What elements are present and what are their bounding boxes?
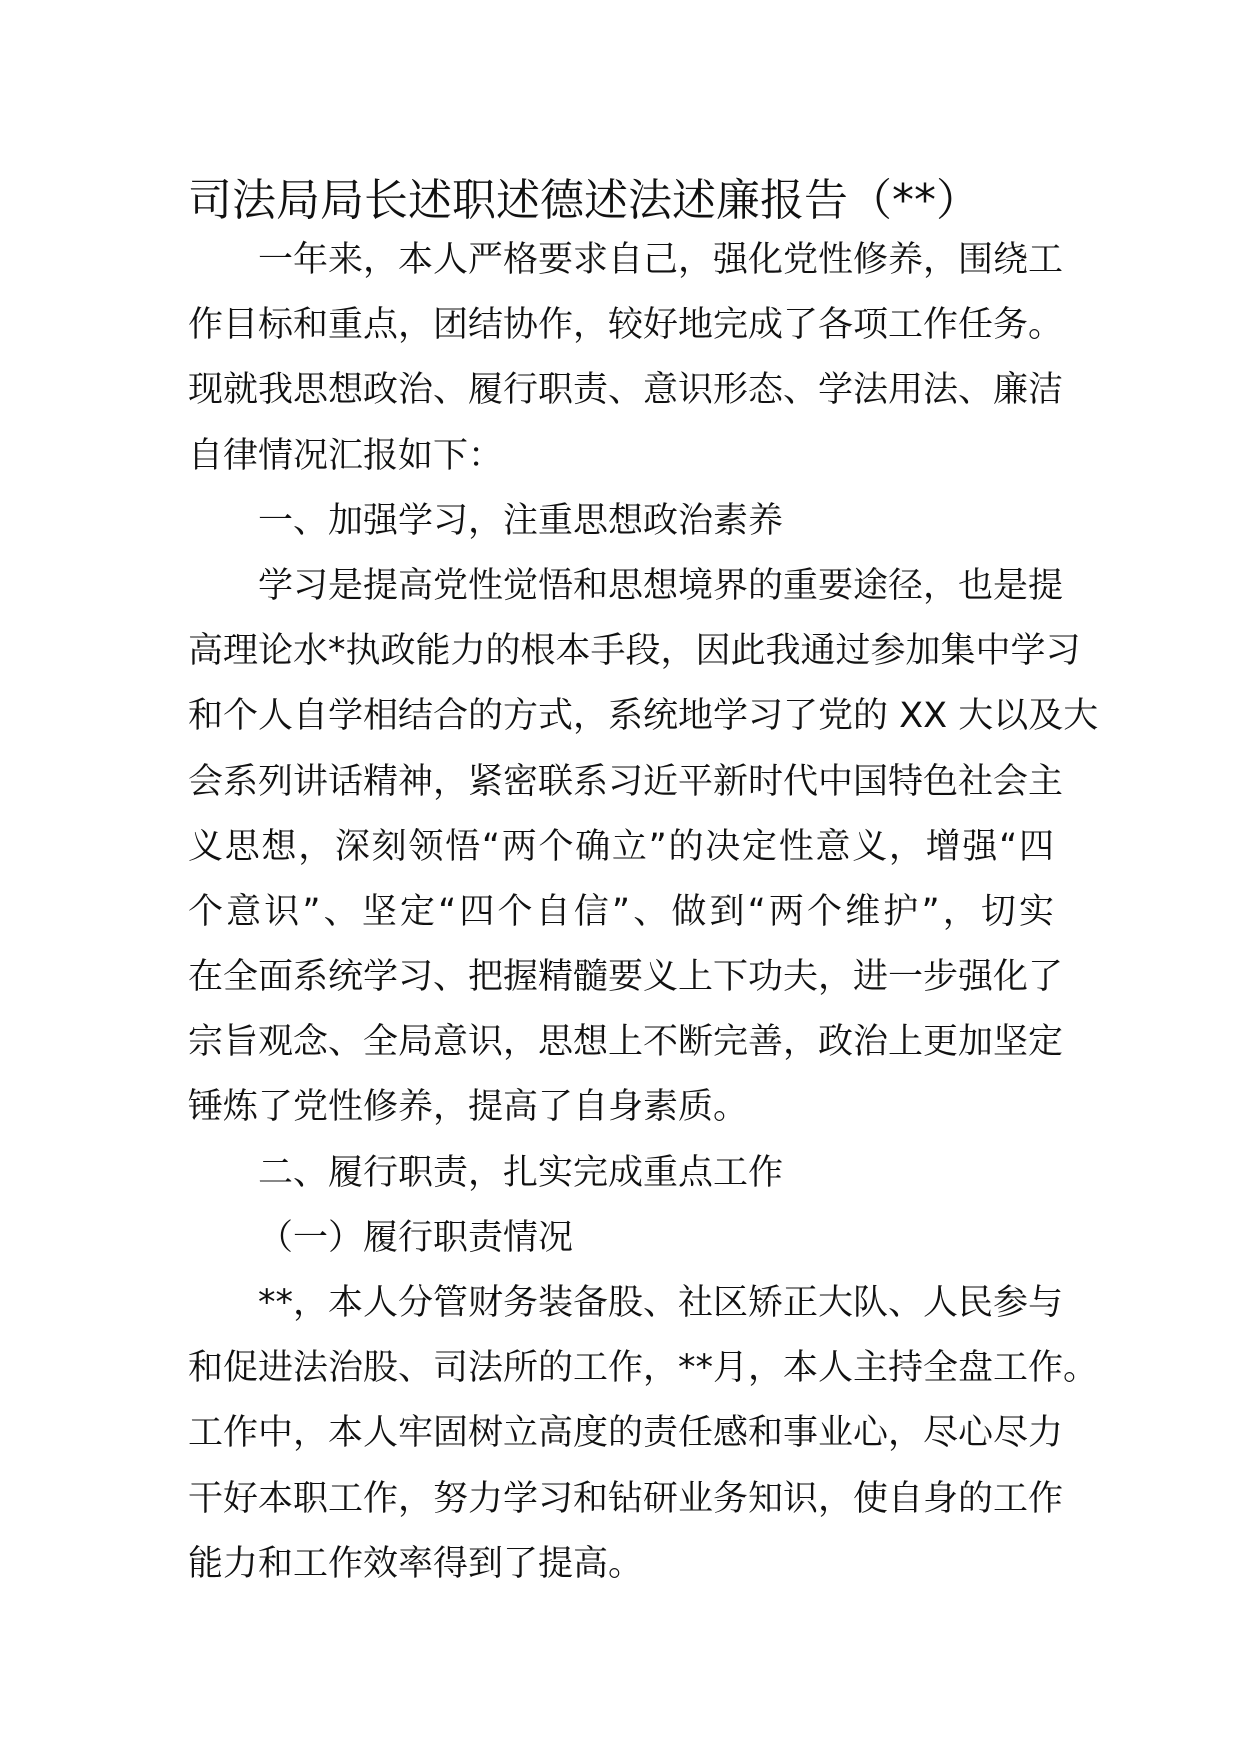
document-title: 司法局局长述职述德述法述廉报告（**） (188, 175, 980, 226)
section-heading (188, 1206, 1054, 1271)
text-line: **，本人分管财务装备股、社区矫正大队、人民参与 (258, 1283, 1064, 1323)
text-line: 宗旨观念、全局意识，思想上不断完善，政治上更加坚定 (188, 1022, 1064, 1063)
text-line: 自律情况汇报如下： (188, 435, 504, 476)
text-line: 能力和工作效率得到了提高。 (188, 1543, 644, 1584)
paragraph (188, 1271, 1099, 1597)
text-line: 工作中，本人牢固树立高度的责任感和事业心，尽心尽力 (188, 1413, 1064, 1454)
text-line: 现就我思想政治、履行职责、意识形态、学法用法、廉洁 (188, 370, 1064, 411)
text-line: 锤炼了党性修养，提高了自身素质。 (188, 1087, 749, 1128)
section-heading (188, 489, 1054, 554)
text-line: 义思想，深刻领悟“两个确立”的决定性意义，增强“四 (188, 826, 1054, 867)
text-line: 作目标和重点，团结协作，较好地完成了各项工作任务。 (188, 305, 1064, 346)
text-line: 学习是提高党性觉悟和思想境界的重要途径，也是提 (258, 565, 1064, 606)
text-line: 和促进法治股、司法所的工作，**月，本人主持全盘工作。 (188, 1348, 1099, 1389)
text-line: 二、履行职责，扎实完成重点工作 (258, 1152, 784, 1193)
paragraph (188, 554, 1099, 1141)
text-line: 在全面系统学习、把握精髓要义上下功夫，进一步强化了 (188, 957, 1064, 998)
text-line: 高理论水*执政能力的根本手段，因此我通过参加集中学习 (188, 631, 1081, 672)
section-heading (188, 1141, 1054, 1206)
text-line: （一）履行职责情况 (258, 1217, 574, 1258)
text-line: 和个人自学相结合的方式，系统地学习了党的 XX 大以及大 (188, 696, 1099, 737)
text-line: 会系列讲话精神，紧密联系习近平新时代中国特色社会主 (188, 761, 1064, 802)
document-body (188, 228, 1099, 1597)
text-line: 一、加强学习，注重思想政治素养 (258, 500, 784, 541)
text-line: 干好本职工作，努力学习和钻研业务知识，使自身的工作 (188, 1478, 1064, 1519)
text-line: 个意识”、坚定“四个自信”、做到“两个维护”，切实 (188, 891, 1054, 932)
paragraph (188, 228, 1064, 489)
text-line: 一年来，本人严格要求自己，强化党性修养，围绕工 (258, 240, 1064, 280)
